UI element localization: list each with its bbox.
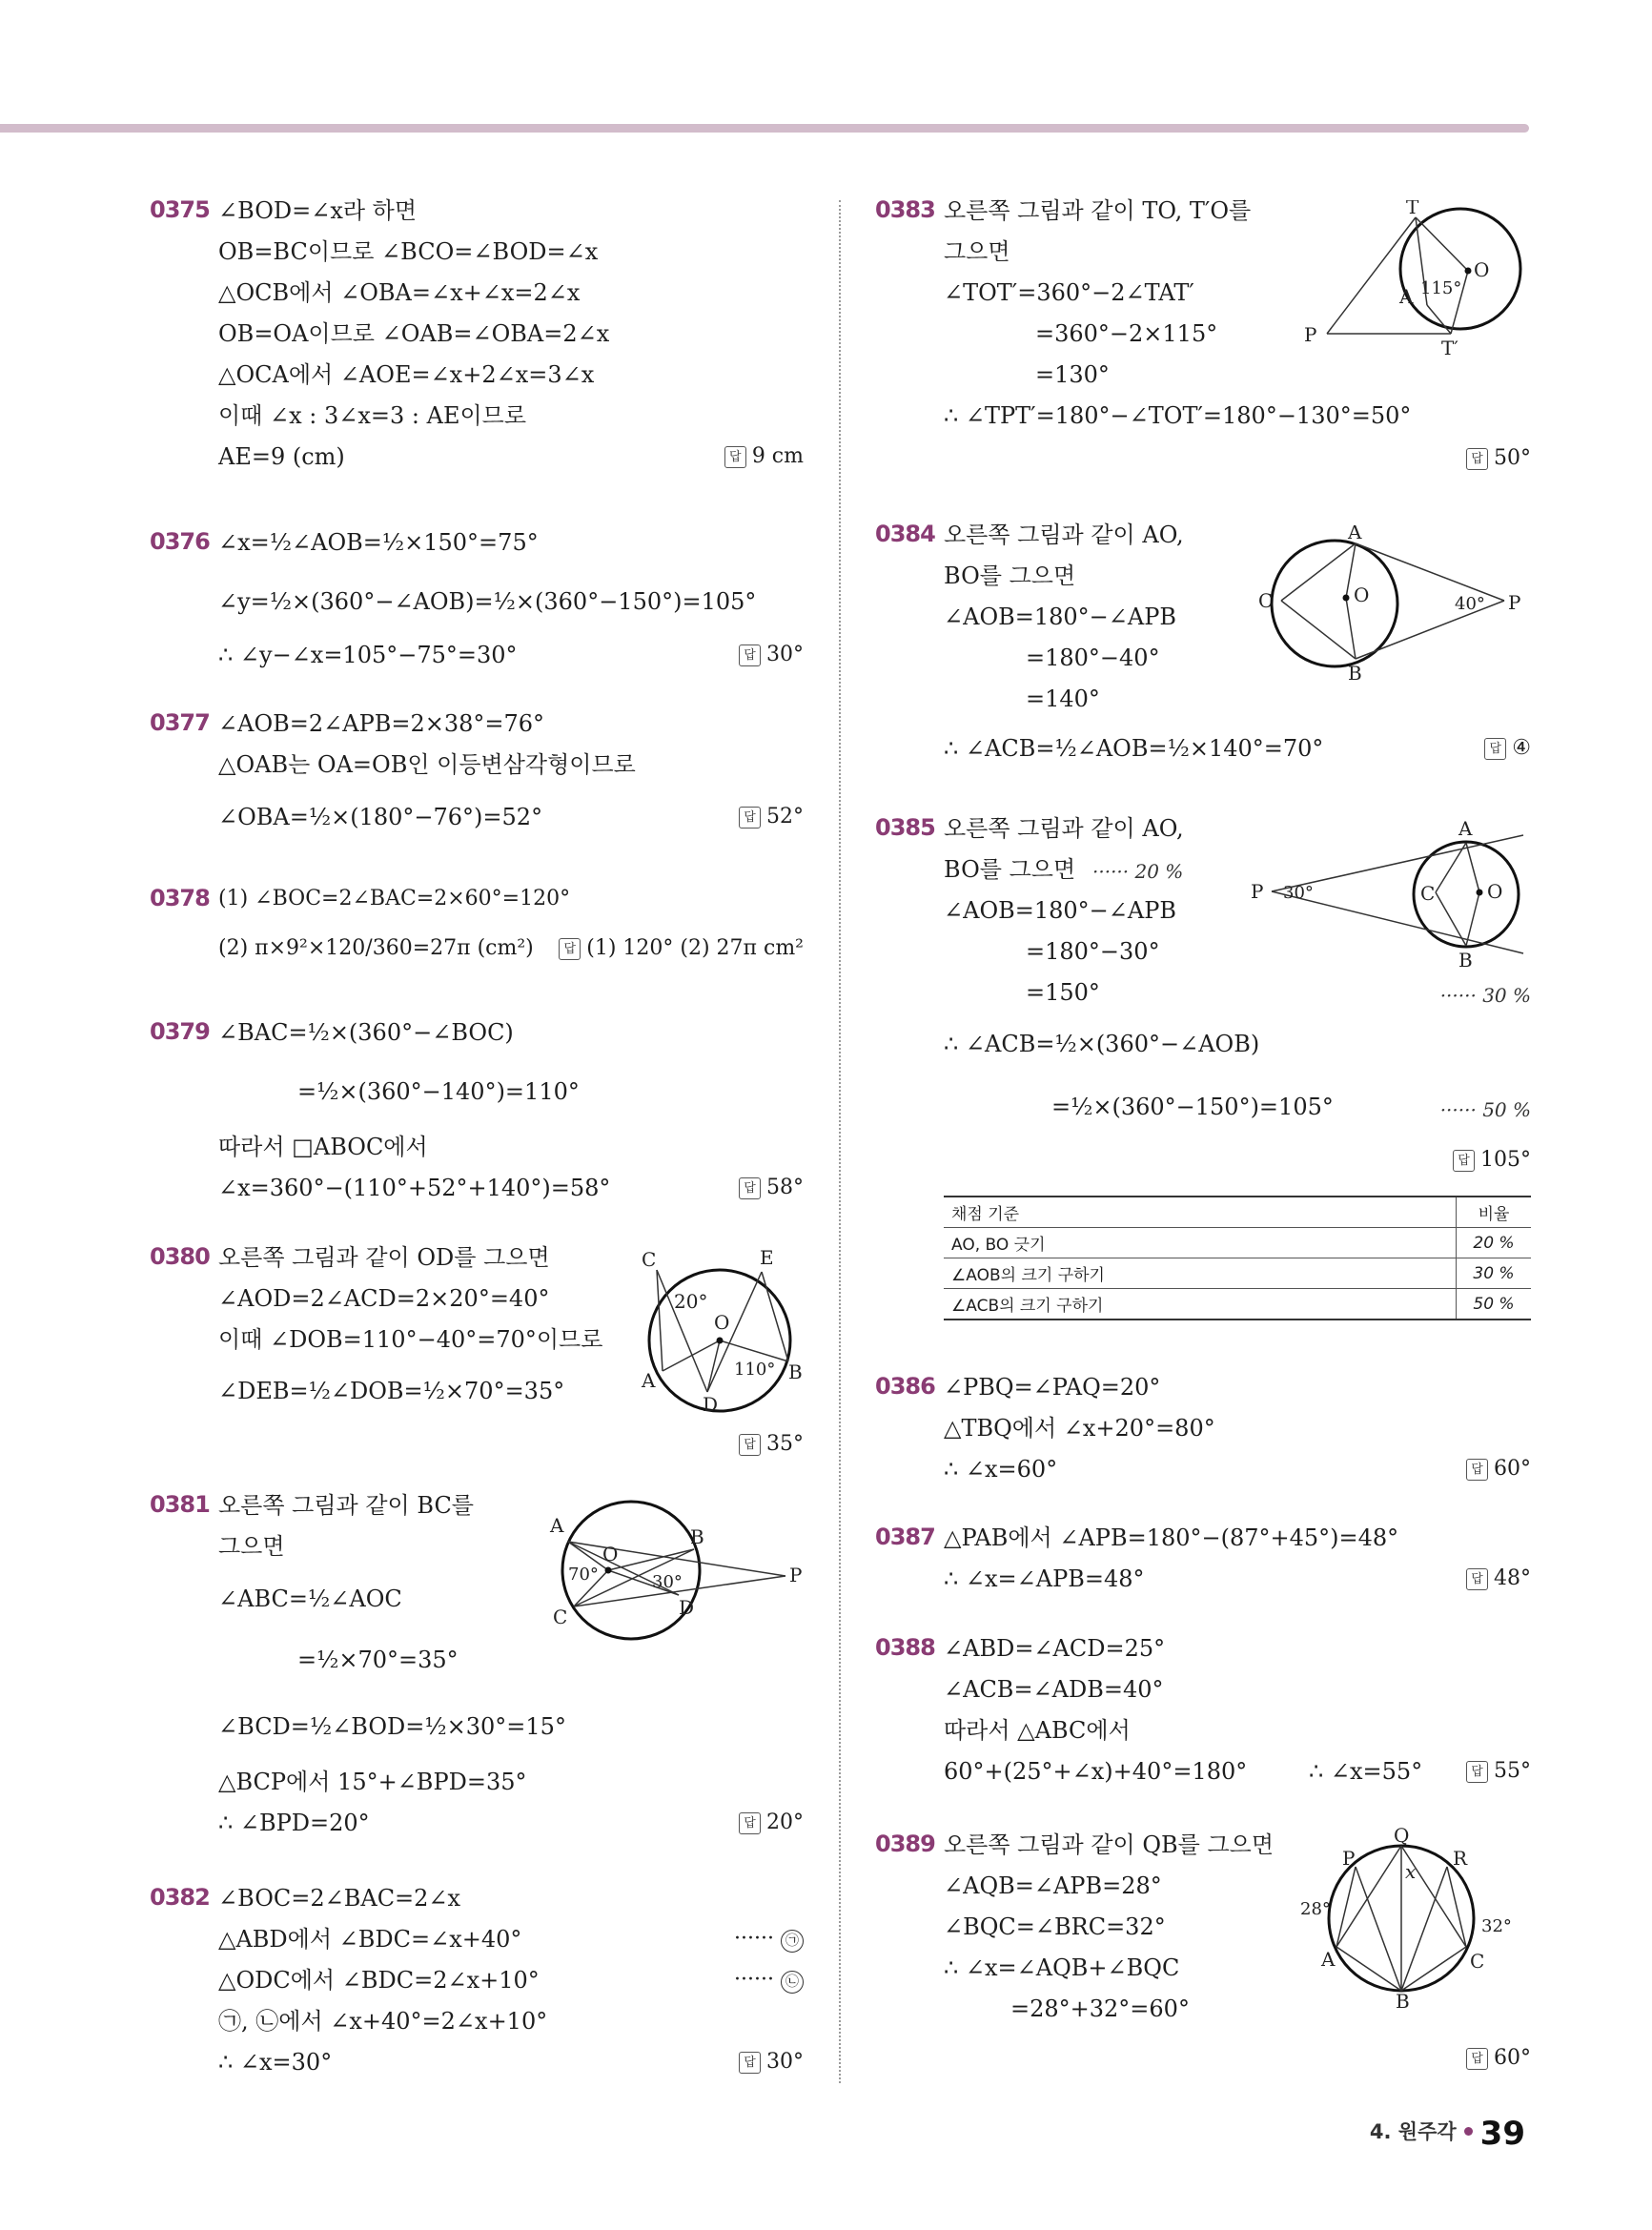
figure-label: O xyxy=(1474,258,1490,281)
answer-mark-icon: 답 xyxy=(739,807,761,829)
solution-line: △OCA에서 ∠AOE=∠x+2∠x=3∠x xyxy=(218,361,595,388)
figure-label: 30° xyxy=(652,1572,683,1592)
answer-mark-icon: 답 xyxy=(1453,1150,1475,1172)
solution-line: ∠PBQ=∠PAQ=20° xyxy=(944,1374,1161,1401)
problem-number: 0376 xyxy=(150,528,210,555)
figure-label: A xyxy=(1399,285,1414,308)
figure-label: C xyxy=(553,1606,568,1628)
figure-circle-0385 xyxy=(1247,816,1529,973)
solution-line: 오른쪽 그림과 같이 TO, T′O를 xyxy=(944,197,1252,224)
answer-mark-icon: 답 xyxy=(724,446,746,468)
figure-label: B xyxy=(1348,662,1362,683)
answer-value: 55° xyxy=(1494,1759,1531,1783)
answer-mark-icon: 답 xyxy=(1466,1761,1488,1783)
figure-label: 28° xyxy=(1300,1899,1331,1919)
answer xyxy=(739,643,804,666)
answer xyxy=(1466,446,1531,470)
table-cell: ∠ACB의 크기 구하기 xyxy=(944,1289,1457,1320)
answer xyxy=(739,1432,804,1456)
figure-label: E xyxy=(760,1249,774,1269)
answer-mark-icon: 답 xyxy=(1466,448,1488,470)
answer-mark-icon: 답 xyxy=(1466,1568,1488,1590)
answer-mark-icon: 답 xyxy=(1484,738,1506,760)
figure-label: B xyxy=(690,1525,704,1548)
solution-line: 이때 ∠x : 3∠x=3 : AE이므로 xyxy=(218,402,527,429)
answer-value: (1) 120° (2) 27π cm² xyxy=(586,936,804,960)
solution-line: ∠AOB=2∠APB=2×38°=76° xyxy=(218,710,545,737)
solution-line: ∠AOD=2∠ACD=2×20°=40° xyxy=(218,1285,550,1312)
problem-number: 0381 xyxy=(150,1491,210,1518)
solution-line: ∠ACB=∠ADB=40° xyxy=(944,1676,1164,1703)
figure-label: C xyxy=(642,1249,657,1271)
figure-label: 110° xyxy=(734,1360,776,1380)
figure-label: 20° xyxy=(674,1290,708,1313)
figure-circle-0381 xyxy=(526,1496,812,1658)
grading-criteria-table xyxy=(944,1196,1531,1320)
solution-line: 오른쪽 그림과 같이 BC를 xyxy=(218,1492,474,1519)
solution-line: =140° xyxy=(1026,685,1100,712)
solution-line: ∠BQC=∠BRC=32° xyxy=(944,1913,1166,1940)
figure-label: A xyxy=(642,1369,656,1392)
solution-line: ∠ABC=½∠AOC xyxy=(218,1586,402,1612)
table-cell: AO, BO 긋기 xyxy=(944,1228,1457,1258)
problem-number: 0379 xyxy=(150,1018,210,1045)
figure-label: T xyxy=(1406,200,1419,218)
problem-number: 0385 xyxy=(875,814,935,841)
figure-label: D xyxy=(679,1596,695,1619)
answer-value: 60° xyxy=(1494,1457,1531,1481)
solution-line: (1) ∠BOC=2∠BAC=2×60°=120° xyxy=(218,887,571,910)
figure-label: O xyxy=(714,1311,730,1334)
circled-label-icon: ㉡ xyxy=(781,1971,804,1994)
table-header-row xyxy=(944,1197,1531,1228)
answer-value: 60° xyxy=(1494,2046,1531,2070)
figure-label: C xyxy=(1420,882,1436,905)
figure-label: T′ xyxy=(1441,337,1458,359)
score-note: ······ 50 % xyxy=(1439,1098,1531,1121)
answer-value: 35° xyxy=(766,1432,804,1456)
figure-circle-0383 xyxy=(1298,200,1527,362)
answer xyxy=(739,2050,804,2074)
solution-line: ∠x=360°−(110°+52°+140°)=58° xyxy=(218,1175,611,1201)
score-note: ······ 20 % xyxy=(1092,860,1184,883)
figure-label: A xyxy=(1458,817,1473,840)
answer-value: 30° xyxy=(766,2050,804,2074)
table-cell: 50 % xyxy=(1457,1289,1532,1320)
answer xyxy=(1466,1566,1531,1590)
solution-line: ∴ ∠y−∠x=105°−75°=30° xyxy=(218,642,518,668)
figure-label: 32° xyxy=(1481,1916,1512,1936)
equation-marker: ······ ㉡ xyxy=(734,1968,804,1994)
answer-mark-icon: 답 xyxy=(739,1434,761,1456)
solution-line: 따라서 △ABC에서 xyxy=(944,1717,1131,1744)
figure-label: A xyxy=(1348,525,1362,543)
solution-line: =130° xyxy=(1035,361,1110,388)
solution-line: ∴ ∠x=∠APB=48° xyxy=(944,1565,1145,1592)
solution-line: =150° xyxy=(1026,979,1100,1006)
solution-line: △BCP에서 15°+∠BPD=35° xyxy=(218,1769,527,1795)
solution-line: ∴ ∠TPT′=180°−∠TOT′=180°−130°=50° xyxy=(944,402,1412,429)
header-band xyxy=(0,124,1529,133)
table-header: 채점 기준 xyxy=(944,1197,1457,1228)
solution-line: ∠BOC=2∠BAC=2∠x xyxy=(218,1885,461,1912)
answer xyxy=(1466,1759,1531,1783)
circled-label-icon: ㉠ xyxy=(781,1930,804,1953)
figure-label: P xyxy=(1342,1847,1356,1870)
solution-line: ∠y=½×(360°−∠AOB)=½×(360°−150°)=105° xyxy=(218,588,757,615)
answer xyxy=(1453,1148,1531,1172)
answer xyxy=(739,1811,804,1834)
solution-line: ∠TOT′=360°−2∠TAT′ xyxy=(944,279,1194,306)
table-cell: 30 % xyxy=(1457,1258,1532,1289)
solution-line: ∴ ∠x=60° xyxy=(944,1456,1058,1483)
table-header: 비율 xyxy=(1457,1197,1532,1228)
solution-line: ∠ABD=∠ACD=25° xyxy=(944,1635,1166,1662)
figure-circle-0389 xyxy=(1295,1825,1533,2011)
solution-line: ㉠, ㉡에서 ∠x+40°=2∠x+10° xyxy=(218,2008,548,2035)
answer-value: 30° xyxy=(766,643,804,666)
problem-number: 0375 xyxy=(150,196,210,223)
problem-number: 0382 xyxy=(150,1884,210,1911)
page-number: 39 xyxy=(1479,2115,1525,2153)
answer xyxy=(1466,1457,1531,1481)
figure-label: O xyxy=(602,1543,619,1565)
figure-label: P xyxy=(1304,323,1317,346)
solution-line: △TBQ에서 ∠x+20°=80° xyxy=(944,1415,1215,1442)
answer xyxy=(724,444,804,468)
solution-line: =360°−2×115° xyxy=(1035,320,1218,347)
problem-number: 0378 xyxy=(150,885,210,911)
problem-number: 0380 xyxy=(150,1243,210,1270)
answer xyxy=(1466,2046,1531,2070)
solution-line: (2) π×9²×120/360=27π (cm²) xyxy=(218,936,534,960)
answer-value: 58° xyxy=(766,1176,804,1199)
answer-value: 50° xyxy=(1494,446,1531,470)
solution-line: BO를 그으면 xyxy=(944,563,1076,589)
solution-line: △ABD에서 ∠BDC=∠x+40° xyxy=(218,1926,522,1953)
answer-mark-icon: 답 xyxy=(739,2052,761,2074)
solution-line: ∠OBA=½×(180°−76°)=52° xyxy=(218,804,543,830)
solution-line: ∴ ∠BPD=20° xyxy=(218,1810,370,1836)
answer-mark-icon: 답 xyxy=(739,1177,761,1199)
answer-value: 20° xyxy=(766,1811,804,1834)
answer-value: 52° xyxy=(766,805,804,829)
solution-line: ∴ ∠ACB=½∠AOB=½×140°=70° xyxy=(944,735,1324,762)
page-footer xyxy=(1370,2115,1525,2153)
equation-marker: ······ ㉠ xyxy=(734,1927,804,1953)
answer-mark-icon: 답 xyxy=(559,938,581,960)
figure-label: A xyxy=(550,1514,564,1537)
solution-line: △PAB에서 ∠APB=180°−(87°+45°)=48° xyxy=(944,1524,1399,1551)
figure-label: 70° xyxy=(568,1565,599,1585)
problem-number: 0389 xyxy=(875,1831,935,1857)
solution-line: ∴ ∠x=30° xyxy=(218,2049,333,2076)
figure-label: A xyxy=(1321,1948,1336,1971)
solution-line: AE=9 (cm) xyxy=(218,443,345,470)
solution-line: =½×70°=35° xyxy=(297,1647,459,1673)
figure-label: B xyxy=(788,1361,803,1383)
figure-circle-0384 xyxy=(1247,525,1529,683)
figure-label: Q xyxy=(1394,1825,1410,1847)
solution-line: △ODC에서 ∠BDC=2∠x+10° xyxy=(218,1967,540,1994)
figure-label: D xyxy=(703,1393,719,1416)
solution-line: ∠AOB=180°−∠APB xyxy=(944,897,1177,924)
solution-line: 60°+(25°+∠x)+40°=180° xyxy=(944,1758,1248,1785)
problem-number: 0386 xyxy=(875,1373,935,1400)
problem-number: 0388 xyxy=(875,1634,935,1661)
answer-mark-icon: 답 xyxy=(739,644,761,666)
figure-label: P xyxy=(789,1564,803,1586)
answer-mark-icon: 답 xyxy=(1466,1459,1488,1481)
problem-number: 0384 xyxy=(875,521,935,547)
solution-line: 오른쪽 그림과 같이 QB를 그으면 xyxy=(944,1831,1275,1858)
solution-line: =½×(360°−150°)=105° xyxy=(1051,1094,1334,1120)
problem-number: 0377 xyxy=(150,709,210,736)
solution-line: 오른쪽 그림과 같이 AO, xyxy=(944,522,1184,548)
solution-line: △OCB에서 ∠OBA=∠x+∠x=2∠x xyxy=(218,279,581,306)
answer-value: ④ xyxy=(1512,736,1531,760)
figure-circle-0380 xyxy=(636,1249,803,1416)
answer-value: 105° xyxy=(1480,1148,1531,1172)
answer-mark-icon: 답 xyxy=(1466,2048,1488,2070)
solution-line: △OAB는 OA=OB인 이등변삼각형이므로 xyxy=(218,751,636,778)
solution-line: =180°−30° xyxy=(1026,938,1160,965)
solution-line: =180°−40° xyxy=(1026,644,1160,671)
solution-line: ∠DEB=½∠DOB=½×70°=35° xyxy=(218,1378,565,1404)
solution-line: ∴ ∠x=∠AQB+∠BQC xyxy=(944,1954,1180,1981)
solution-line: ∠BAC=½×(360°−∠BOC) xyxy=(218,1019,514,1046)
solution-line: ∠x=½∠AOB=½×150°=75° xyxy=(218,529,539,556)
answer-mark-icon: 답 xyxy=(739,1812,761,1834)
solution-line: BO를 그으면 xyxy=(944,856,1076,883)
problem-number: 0383 xyxy=(875,196,935,223)
figure-label: B xyxy=(1396,1990,1410,2011)
figure-label: C xyxy=(1258,589,1274,612)
solution-line: ∴ ∠ACB=½×(360°−∠AOB) xyxy=(944,1031,1260,1057)
solution-line: 그으면 xyxy=(944,238,1010,265)
answer-value: 48° xyxy=(1494,1566,1531,1590)
solution-line: ∠BOD=∠x라 하면 xyxy=(218,197,418,224)
solution-line: ∠AQB=∠APB=28° xyxy=(944,1872,1162,1899)
answer xyxy=(1484,736,1531,760)
solution-line: 이때 ∠DOB=110°−40°=70°이므로 xyxy=(218,1326,603,1353)
figure-label: R xyxy=(1453,1847,1468,1870)
solution-line: =28°+32°=60° xyxy=(1010,1995,1190,2022)
chapter-title: 4. 원주각 xyxy=(1369,2120,1457,2143)
table-row xyxy=(944,1258,1531,1289)
answer xyxy=(739,1176,804,1199)
solution-line: OB=BC이므로 ∠BCO=∠BOD=∠x xyxy=(218,238,599,265)
bullet-icon xyxy=(1464,2127,1473,2136)
figure-label: 40° xyxy=(1455,594,1485,614)
answer xyxy=(559,936,804,960)
solution-line: ∴ ∠x=55° xyxy=(1309,1758,1423,1785)
figure-label: P xyxy=(1251,880,1264,903)
figure-label: x xyxy=(1405,1860,1417,1883)
solution-line: OB=OA이므로 ∠OAB=∠OBA=2∠x xyxy=(218,320,610,347)
figure-label: O xyxy=(1354,583,1370,606)
solution-line: ∠AOB=180°−∠APB xyxy=(944,604,1177,630)
solution-line: 따라서 □ABOC에서 xyxy=(218,1134,428,1160)
solution-line: 그으면 xyxy=(218,1533,285,1560)
figure-label: 30° xyxy=(1283,883,1314,903)
solution-line: ∠BCD=½∠BOD=½×30°=15° xyxy=(218,1713,566,1740)
solution-line: =½×(360°−140°)=110° xyxy=(297,1078,580,1105)
score-note: ······ 30 % xyxy=(1439,984,1531,1007)
figure-label: O xyxy=(1487,880,1503,903)
table-row xyxy=(944,1228,1531,1258)
column-divider xyxy=(839,200,841,2083)
figure-label: C xyxy=(1470,1950,1485,1973)
table-row xyxy=(944,1289,1531,1320)
solution-line: 오른쪽 그림과 같이 OD를 그으면 xyxy=(218,1244,550,1271)
table-cell: 20 % xyxy=(1457,1228,1532,1258)
problem-number: 0387 xyxy=(875,1524,935,1550)
figure-label: B xyxy=(1458,949,1473,972)
answer-value: 9 cm xyxy=(751,444,804,468)
table-cell: ∠AOB의 크기 구하기 xyxy=(944,1258,1457,1289)
figure-label: 115° xyxy=(1420,278,1462,298)
answer xyxy=(739,805,804,829)
solution-line: 오른쪽 그림과 같이 AO, xyxy=(944,815,1184,842)
figure-label: P xyxy=(1508,591,1521,614)
